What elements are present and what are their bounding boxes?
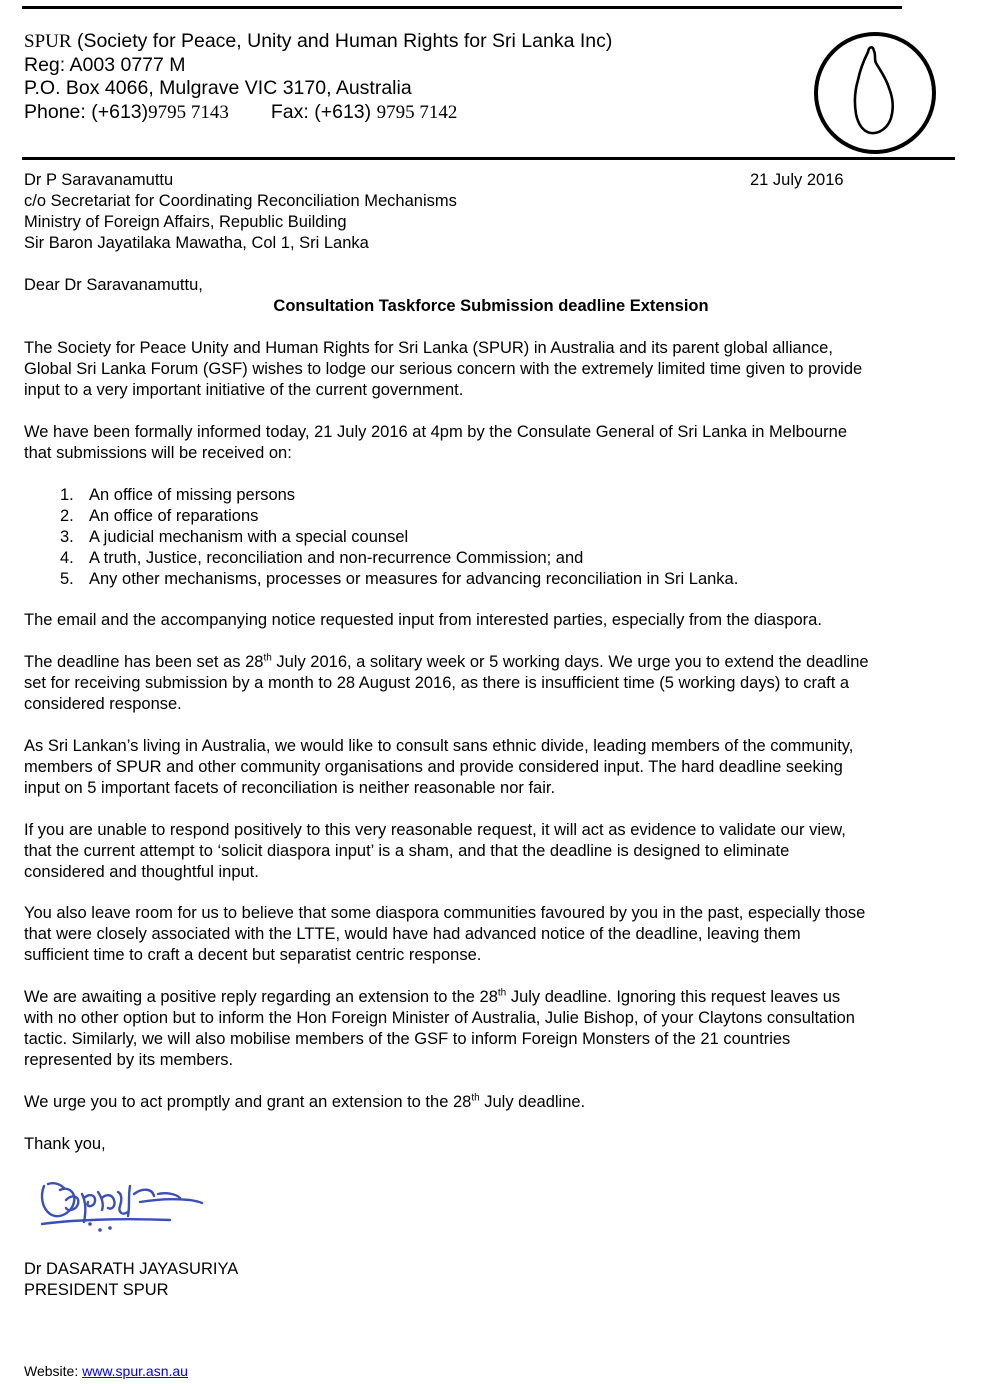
paragraph-line: We have been formally informed today, 21 July 2016 at 4pm by the Consulate General of Sri Lanka in Melbourne: [24, 423, 848, 441]
org-line: [24, 30, 612, 54]
subject-heading: Consultation Taskforce Submission deadline Extension: [273, 297, 709, 315]
paragraph-consultation: [24, 736, 964, 799]
paragraph-deadline: [24, 652, 964, 715]
paragraph-line: input to a very important initiative of the current government.: [24, 381, 464, 399]
paragraph-line: Global Sri Lanka Forum (GSF) wishes to lodge our serious concern with the extremely limited time given to provide: [24, 360, 863, 378]
postal-address: P.O. Box 4066, Mulgrave VIC 3170, Australia: [24, 77, 412, 99]
recipient-line: Sir Baron Jayatilaka Mawatha, Col 1, Sri Lanka: [24, 234, 369, 252]
salutation: Dear Dr Saravanamuttu,: [24, 276, 203, 294]
website-link[interactable]: www.spur.asn.au: [82, 1363, 188, 1379]
paragraph-concern: [24, 338, 964, 401]
list-item: 2. An office of reparations: [60, 507, 259, 525]
paragraph-line: represented by its members.: [24, 1051, 234, 1069]
paragraph-line: members of SPUR and other community organisations and provide considered input. The hard deadline seeking: [24, 758, 843, 776]
paragraph-evidence: [24, 820, 964, 883]
list-item: 4. A truth, Justice, reconciliation and non-recurrence Commission; and: [60, 549, 584, 567]
signature-icon: [30, 1172, 215, 1240]
signatory-name: Dr DASARATH JAYASURIYA: [24, 1260, 239, 1278]
paragraph-diaspora: [24, 903, 964, 966]
letterhead: [24, 30, 612, 124]
paragraph-line: input on 5 important facets of reconciliation is neither reasonable nor fair.: [24, 779, 556, 797]
list-item: 1. An office of missing persons: [60, 486, 296, 504]
top-rule: [22, 6, 902, 9]
letterhead-rule: [22, 157, 955, 160]
registration-number: Reg: A003 0777 M: [24, 53, 186, 76]
paragraph-line: If you are unable to respond positively to this very reasonable request, it will act as evidence to validate our view,: [24, 821, 846, 839]
org-name: (Society for Peace, Unity and Human Rights for Sri Lanka Inc): [71, 30, 613, 52]
paragraph-urge: We urge you to act promptly and grant an extension to the 28th July deadline.: [24, 1092, 586, 1111]
paragraph-awaiting-reply: [24, 987, 964, 1071]
letter-date: 21 July 2016: [750, 171, 844, 189]
list-item: 3. A judicial mechanism with a special counsel: [60, 528, 409, 546]
paragraph-line: that the current attempt to ‘solicit diaspora input’ is a sham, and that the deadline is designed to eliminate: [24, 842, 790, 860]
phone-label: Phone: (+613): [24, 100, 149, 123]
contact-line: [24, 101, 612, 125]
paragraph-informed: [24, 422, 964, 464]
signatory-block: [24, 1259, 964, 1301]
list-item: 5. Any other mechanisms, processes or measures for advancing reconciliation in Sri Lanka.: [60, 570, 739, 588]
paragraph-line: tactic. Similarly, we will also mobilise members of the GSF to inform Foreign Monsters of the 21 countries: [24, 1030, 791, 1048]
fax-label: Fax: (+613): [270, 100, 372, 123]
paragraph-line: with no other option but to inform the Hon Foreign Minister of Australia, Julie Bishop, of your Claytons consultation: [24, 1009, 855, 1027]
paragraph-line: You also leave room for us to believe that some diaspora communities favoured by you in the past, especially those: [24, 904, 866, 922]
paragraph-line: considered and thoughtful input.: [24, 863, 259, 881]
paragraph-line: sufficient time to craft a decent but separatist centric response.: [24, 946, 482, 964]
org-abbr: SPUR: [24, 31, 72, 52]
paragraph-input-request: The email and the accompanying notice requested input from interested parties, especially from the diaspora.: [24, 611, 822, 629]
paragraph-line: set for receiving submission by a month to 28 August 2016, as there is insufficient time (5 working days) to craft a: [24, 674, 850, 692]
signatory-title: PRESIDENT SPUR: [24, 1281, 169, 1299]
sri-lanka-logo-icon: [812, 30, 938, 156]
recipient-line: c/o Secretariat for Coordinating Reconciliation Mechanisms: [24, 192, 457, 210]
recipient-line: Ministry of Foreign Affairs, Republic Building: [24, 213, 347, 231]
mechanisms-list: [60, 485, 738, 590]
paragraph-line: The Society for Peace Unity and Human Rights for Sri Lanka (SPUR) in Australia and its parent global alliance,: [24, 339, 833, 357]
closing: Thank you,: [24, 1135, 106, 1153]
paragraph-line: considered response.: [24, 695, 182, 713]
paragraph-line: As Sri Lankan’s living in Australia, we would like to consult sans ethnic divide, leading members of the community,: [24, 737, 854, 755]
phone-number: 9795 7143: [148, 101, 229, 123]
recipient-name: Dr P Saravanamuttu: [24, 171, 174, 189]
fax-number: 9795 7142: [376, 101, 458, 123]
paragraph-line: that submissions will be received on:: [24, 444, 292, 462]
website-label: Website:: [24, 1363, 83, 1379]
paragraph-line: We are awaiting a positive reply regarding an extension to the 28th July deadline. Ignoring this request leaves us: [24, 987, 841, 1006]
paragraph-line: The deadline has been set as 28th July 2016, a solitary week or 5 working days. We urge you to extend the deadline: [24, 652, 869, 671]
paragraph-line: that were closely associated with the LTTE, would have had advanced notice of the deadline, leaving them: [24, 925, 801, 943]
website-footer: [24, 1362, 188, 1380]
